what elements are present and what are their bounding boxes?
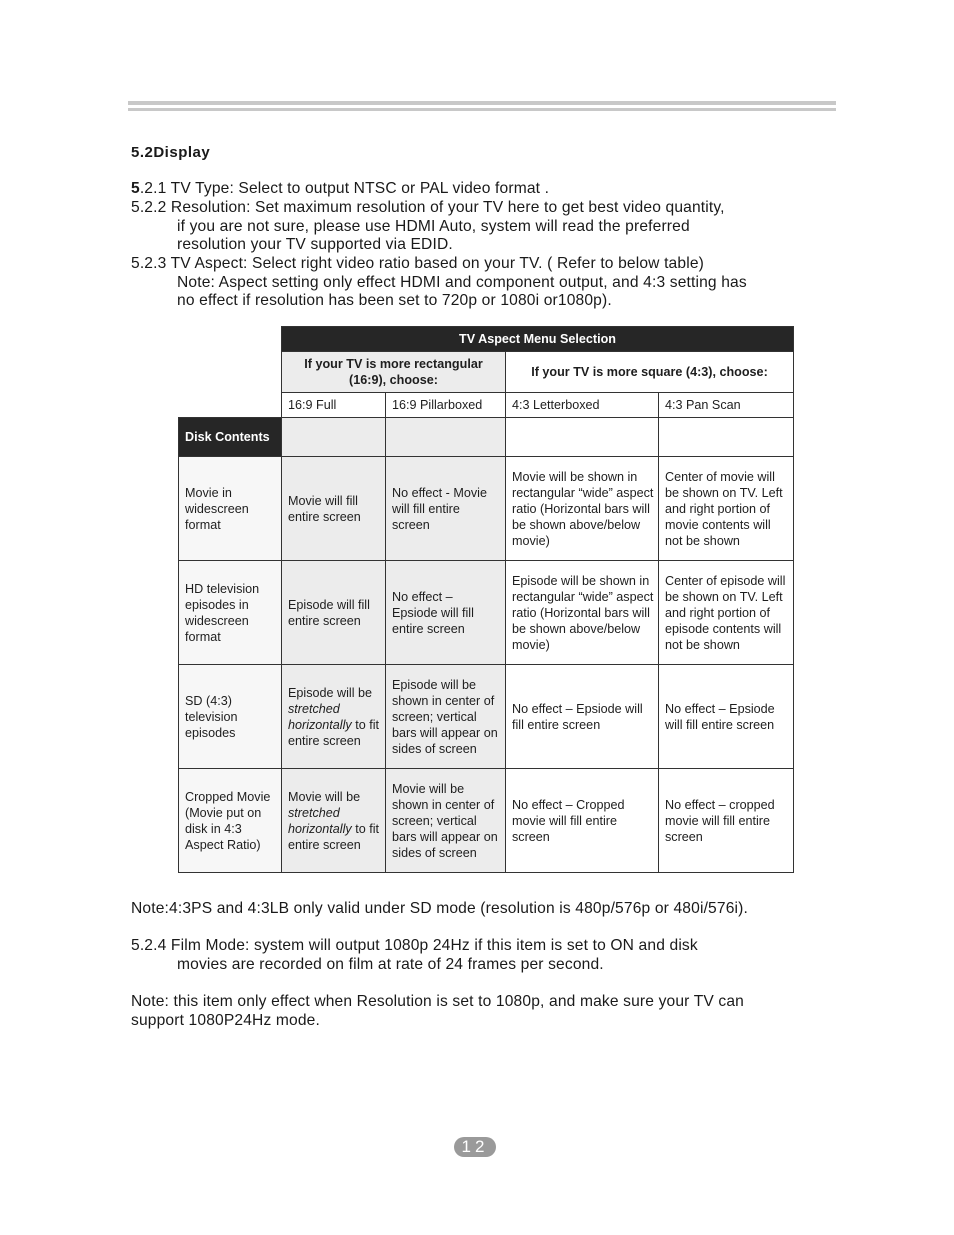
table-row (179, 561, 794, 665)
resolution-paragraph (131, 199, 725, 255)
cell-full: Movie will fill entire screen (282, 457, 386, 561)
cell-pillarboxed: Movie will be shown in center of screen; vertical bars will appear on sides of screen (386, 769, 506, 873)
table-cell (386, 418, 506, 457)
header-rule-top (128, 101, 836, 105)
resolution-line-2: if you are not sure, please use HDMI Auto, system will read the preferred (177, 217, 690, 235)
group-square: If your TV is more square (4:3), choose: (506, 352, 794, 393)
aspect-line-2: Note: Aspect setting only effect HDMI and component output, and 4:3 setting has (177, 273, 747, 291)
column-4-3-letterboxed: 4:3 Letterboxed (506, 393, 659, 418)
table-cell (282, 418, 386, 457)
tv-aspect-table (178, 326, 794, 873)
cell-full (282, 665, 386, 769)
cell-full-pre: Movie will be (288, 789, 361, 804)
cell-pan-scan: No effect – cropped movie will fill entire screen (659, 769, 794, 873)
column-16-9-pillarboxed: 16:9 Pillarboxed (386, 393, 506, 418)
cell-full-emphasis: stretched horizontally (288, 701, 352, 732)
column-16-9-full: 16:9 Full (282, 393, 386, 418)
disk-contents-header: Disk Contents (179, 418, 282, 457)
row-head: HD television episodes in widescreen format (179, 561, 282, 665)
cell-full-emphasis: stretched horizontally (288, 805, 352, 836)
cell-letterboxed: Movie will be shown in rectangular “wide” aspect ratio (Horizontal bars will be shown above/below movie) (506, 457, 659, 561)
row-head: Movie in widescreen format (179, 457, 282, 561)
aspect-line-1: 5.2.3 TV Aspect: Select right video ratio based on your TV. ( Refer to below table) (131, 255, 704, 272)
final-note-line-2: support 1080P24Hz mode. (131, 1011, 320, 1029)
cell-full (282, 769, 386, 873)
table-spacer (179, 352, 282, 393)
table-row (179, 665, 794, 769)
final-note (131, 993, 744, 1030)
cell-pan-scan: Center of movie will be shown on TV. Left and right portion of movie contents will not be shown (659, 457, 794, 561)
table-row (179, 457, 794, 561)
cell-letterboxed: No effect – Cropped movie will fill entire screen (506, 769, 659, 873)
cell-pan-scan: No effect – Epsiode will fill entire screen (659, 665, 794, 769)
resolution-line-3: resolution your TV supported via EDID. (177, 236, 453, 254)
cell-full: Episode will fill entire screen (282, 561, 386, 665)
cell-pillarboxed: Episode will be shown in center of screen; vertical bars will appear on sides of screen (386, 665, 506, 769)
film-mode-line-1: 5.2.4 Film Mode: system will output 1080p 24Hz if this item is set to ON and disk (131, 937, 698, 954)
table-cell (659, 418, 794, 457)
film-mode-line-2: movies are recorded on film at rate of 24 frames per second. (177, 955, 604, 973)
tv-type-paragraph (131, 180, 549, 199)
aspect-paragraph (131, 255, 747, 311)
cell-pillarboxed: No effect - Movie will fill entire screen (386, 457, 506, 561)
table-row (179, 769, 794, 873)
row-head: Cropped Movie (Movie put on disk in 4:3 Aspect Ratio) (179, 769, 282, 873)
film-mode-paragraph (131, 937, 698, 974)
table-title: TV Aspect Menu Selection (282, 327, 794, 352)
cell-pillarboxed: No effect – Epsiode will fill entire screen (386, 561, 506, 665)
cell-letterboxed: Episode will be shown in rectangular “wide” aspect ratio (Horizontal bars will be shown above/below movie) (506, 561, 659, 665)
row-head: SD (4:3) television episodes (179, 665, 282, 769)
cell-pan-scan: Center of episode will be shown on TV. Left and right portion of episode contents will not be shown (659, 561, 794, 665)
table-spacer (179, 327, 282, 352)
sd-mode-note: Note:4:3PS and 4:3LB only valid under SD mode (resolution is 480p/576p or 480i/576i). (131, 900, 748, 917)
table-spacer (179, 393, 282, 418)
cell-letterboxed: No effect – Epsiode will fill entire screen (506, 665, 659, 769)
aspect-line-3: no effect if resolution has been set to 720p or 1080i or1080p). (177, 292, 612, 310)
column-4-3-pan-scan: 4:3 Pan Scan (659, 393, 794, 418)
table-cell (506, 418, 659, 457)
final-note-line-1: Note: this item only effect when Resolution is set to 1080p, and make sure your TV can (131, 993, 745, 1010)
section-title: 5.2Display (131, 144, 211, 161)
cell-full-post: to fit entire screen (288, 821, 379, 852)
group-rectangular: If your TV is more rectangular (16:9), choose: (282, 352, 506, 393)
cell-full-pre: Episode will be (288, 685, 373, 700)
tv-type-text: .2.1 TV Type: Select to output NTSC or PAL video format . (139, 180, 550, 197)
page-number: 12 (454, 1137, 496, 1157)
header-rule-bottom (128, 108, 836, 111)
resolution-line-1: 5.2.2 Resolution: Set maximum resolution of your TV here to get best video quantity, (131, 199, 725, 216)
cell-full-post: to fit entire screen (288, 717, 379, 748)
tv-type-lead: 5 (131, 180, 140, 197)
